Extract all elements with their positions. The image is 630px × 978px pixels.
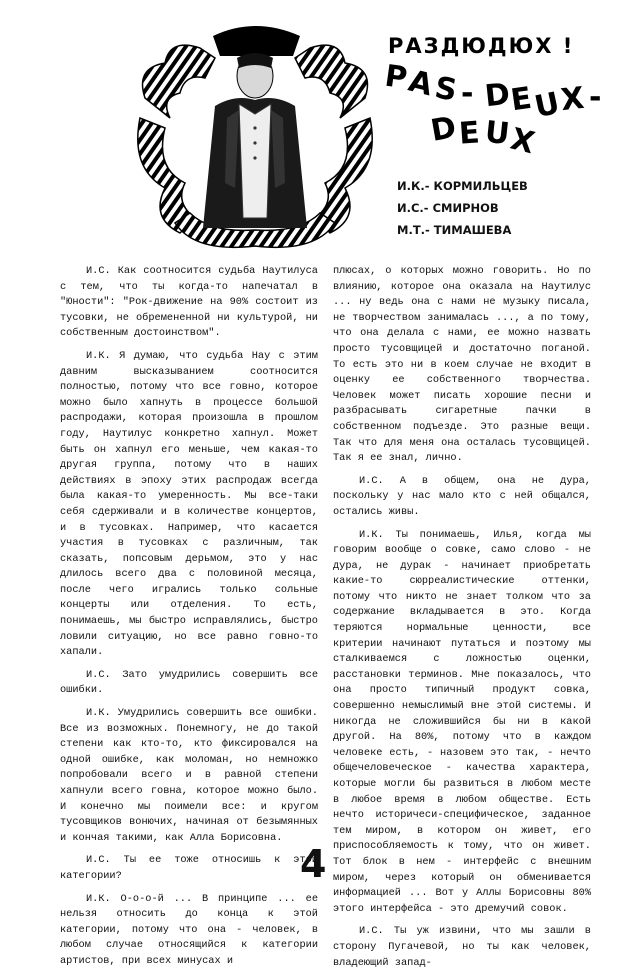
paragraph: И.С. Зато умудрились совершить все ошибки. xyxy=(60,668,318,697)
portrait-drawing xyxy=(135,18,375,253)
paragraph: И.К. Я думаю, что судьба Нау с этим давним высказыванием соотносится полностью, потому что все говно, которое можно было хапнуть в процессе большой распродажи, которая произошла в прошлом году, Наутилус конкретно хапнул. Может быть он хапнул его меньше, чем какая-то другая группа, потому что в наших действиях в эпоху этих распродаж всегда была какая-то умеренность. Мы все-таки себя сдерживали и в количестве концертов, и в тусовках. Например, что касается участия в тусовках с различным, так сказать, попсовым дерьмом, это у нас длилось всего два с половиной месяца, после чего игрались только сольные концерты или отделения. То есть, понимаешь, мы быстро исправлялись, быстро ловили ситуацию, но все равно говно-то хапали. xyxy=(60,349,318,659)
heading-letter: U xyxy=(483,114,512,153)
heading-letter: P xyxy=(382,58,410,97)
heading-letter: D xyxy=(428,110,459,149)
heading-letter: X xyxy=(507,121,539,162)
heading-letter: S xyxy=(432,70,460,109)
heading-letter: E xyxy=(457,115,481,152)
paragraph: плюсах, о которых можно говорить. Но по влиянию, которое она оказала на Наутилус ... ну ведь она с нами не музыку писала, не творчеством занималась ..., а по тому, что она делала с нами, ее можно назвать просто тусовщицей и достаточно поганой. То есть это ни в коем случае не входит в оценку ее собственного творчества. Человек может писать хорошие песни и разбрасывать сигаретные пачки в собственном подъезде. Это разные вещи. Так что для меня она осталась тусовщицей. Так я ее знал, лично. xyxy=(333,265,591,465)
heading-letter: U xyxy=(531,85,563,126)
paragraph: И.С. Ты ее тоже относишь к этой категории? xyxy=(60,854,318,882)
article-title: РАЗДЮДЮХ ! xyxy=(388,34,575,58)
text-column-left xyxy=(60,264,318,977)
paragraph: И.С. Ты уж извини, что мы зашли в сторону Пугачевой, но ты как человек, владеющий запад- xyxy=(333,925,591,969)
heading-letter: A xyxy=(405,63,437,104)
page-number: 4 xyxy=(300,842,327,886)
heading-letter: - xyxy=(461,76,474,111)
participants-list xyxy=(397,175,617,241)
pas-de-deux-heading xyxy=(382,58,623,162)
paragraph: И.К. Умудрились совершить все ошибки. Все из возможных. Понемногу, не до такой степени как кто-то, кто фиксировался на одной ошибке, как моломан, но немножко попробовали всего и в равной степени хапнули всего говна, которое можно было. И конечно мы поимели все: и кругом тусовщиков вонючих, начиная от безымянных и кончая такими, как Алла Борисовна. xyxy=(60,707,318,844)
paragraph: И.К. Ты понимаешь, Илья, когда мы говорим вообще о совке, само слово - не дура, не дурак - начинает приобретать какие-то сюрреалистические оттенки, потому что никто не знает толком что за содержание вкладывается в это. Когда теряются нормальные ценности, все критерии начинают путаться и поэтому мы сталкиваемся с ложностью оценки, расстановки терминов. Мне показалось, что она просто типичный продукт совка, совершенно немыслимый вне этой системы. И никогда не сложившийся бы ни в какой другой. На 80%, потому что в каждом человеке есть, - назовем это так, - нечто общечеловеческое - качества характера, которые могли бы развиться в любом месте в любое время в любом обществе. Есть нечто историчеси-специфическое, заданное тем миром, в котором он живет, его приспособляемость к тому, что он живет. Тот блок в нем - интерфейс с внешним миром, через который он обменивается информацией ... Вот у Аллы Борисовны 80% этого интерфейса - это дремучий совок. xyxy=(333,528,591,915)
paragraph: И.С. А в общем, она не дура, поскольку у нас мало кто с ней общался, остались живы. xyxy=(333,474,591,518)
participant-line: И.С.- СМИРНОВ xyxy=(397,201,499,215)
paragraph: И.С. Как соотносится судьба Наутилуса с тем, что ты когда-то напечатал в "Юности": "Рок-движение на 90% состоит из тусовки, не обремененной ни культурой, ни собственным достоинством". xyxy=(60,265,318,340)
heading-letter: - xyxy=(589,80,602,115)
paragraph: И.К. О-о-о-й ... В принципе ... ее нельзя относить до конца к этой категории, потому что она - человек, в любом случае относящийся к категории артистов, при всех минусах и xyxy=(60,892,318,967)
portrait-illustration xyxy=(135,18,375,253)
participant-line: И.К.- КОРМИЛЬЦЕВ xyxy=(397,179,528,193)
text-column-right xyxy=(333,264,591,978)
heading-letter: X xyxy=(559,80,586,119)
heading-letter: D xyxy=(483,76,512,115)
heading-letter: E xyxy=(508,80,534,119)
participant-line: М.Т.- ТИМАШЕВА xyxy=(397,223,512,237)
